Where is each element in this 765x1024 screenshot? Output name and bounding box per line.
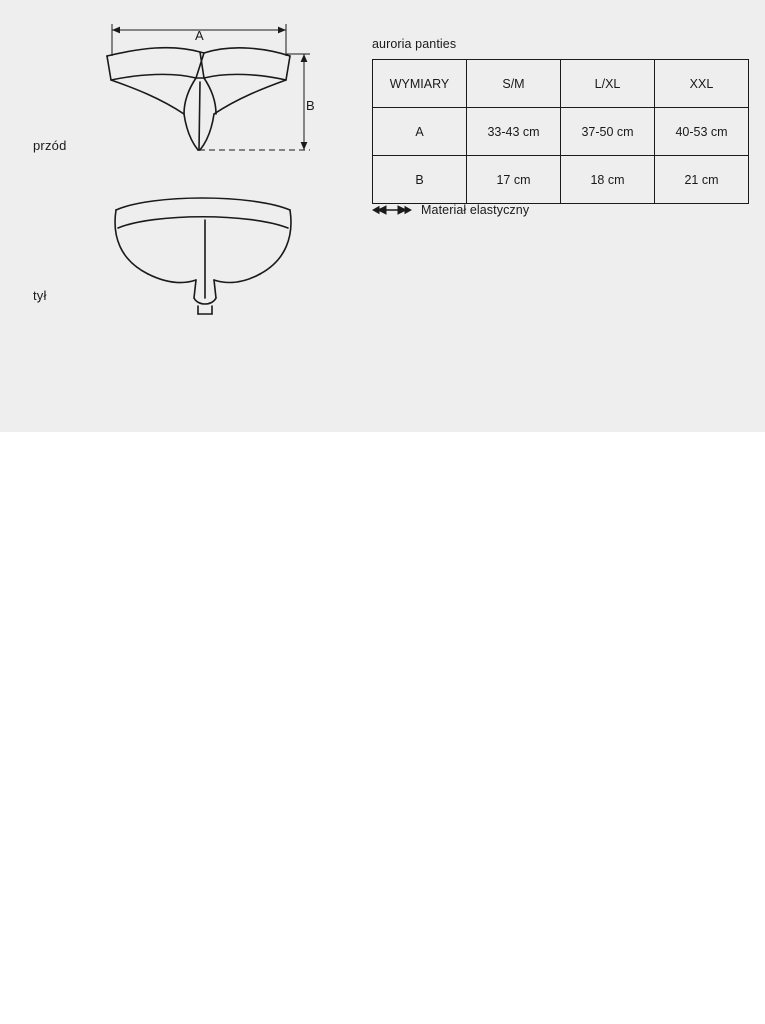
size-chart-panel	[0, 0, 765, 432]
elastic-arrows-icon	[372, 202, 412, 218]
panties-front-diagram	[100, 22, 320, 162]
table-row	[373, 156, 749, 204]
back-view-label: tył	[33, 288, 47, 303]
product-name: auroria panties	[372, 37, 457, 51]
table-header-wymiary: WYMIARY	[373, 60, 467, 108]
size-table	[372, 59, 749, 204]
elastic-material-label: Materiał elastyczny	[421, 203, 530, 217]
cell-a-sm: 33-43 cm	[467, 108, 561, 156]
cell-a-xxl: 40-53 cm	[655, 108, 749, 156]
cell-b-lxl: 18 cm	[561, 156, 655, 204]
dimension-b-label: B	[306, 98, 315, 113]
diagram-column	[0, 0, 350, 432]
table-header-sm: S/M	[467, 60, 561, 108]
table-header-lxl: L/XL	[561, 60, 655, 108]
table-row	[373, 108, 749, 156]
row-label-a: A	[373, 108, 467, 156]
panties-back-diagram	[110, 188, 300, 318]
dimension-a-label: A	[195, 28, 204, 43]
row-label-b: B	[373, 156, 467, 204]
table-column	[372, 0, 765, 432]
elastic-material-note	[372, 202, 529, 218]
table-header-xxl: XXL	[655, 60, 749, 108]
cell-b-sm: 17 cm	[467, 156, 561, 204]
cell-b-xxl: 21 cm	[655, 156, 749, 204]
table-header-row	[373, 60, 749, 108]
front-view-label: przód	[33, 138, 67, 153]
cell-a-lxl: 37-50 cm	[561, 108, 655, 156]
